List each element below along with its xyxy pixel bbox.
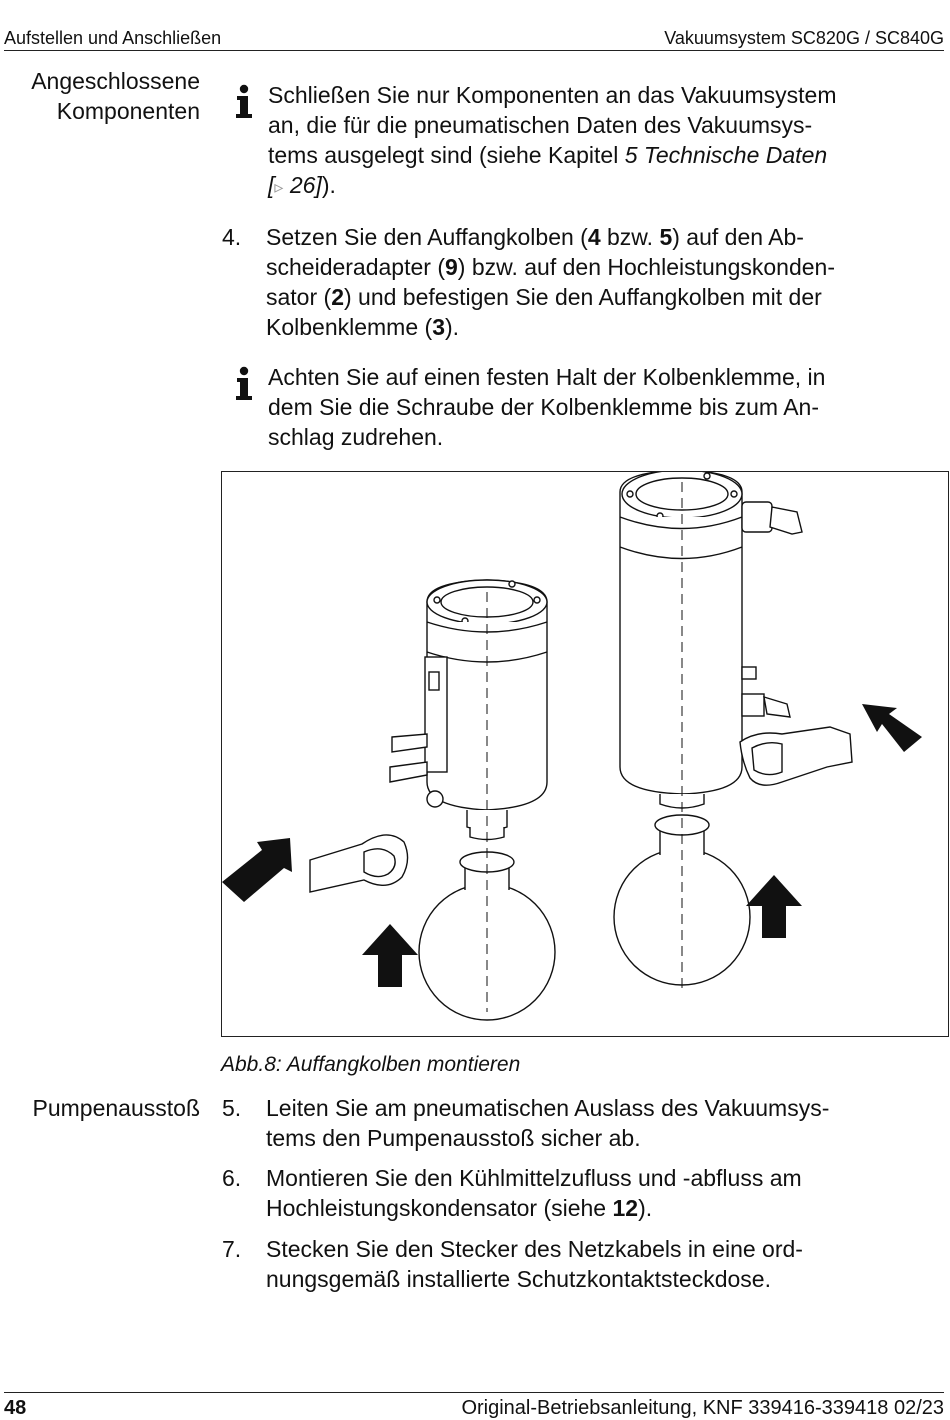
chapter-reference[interactable]: 12 [612, 1195, 639, 1221]
step-6-text: Montieren Sie den Kühlmittelzufluss und -abfluss am Hochleistungskondensator (siehe 12). [266, 1165, 802, 1221]
step-5-text: Leiten Sie am pneumatischen Auslass des Vakuumsys- tems den Pumpenausstoß sicher ab. [266, 1095, 830, 1151]
chapter-reference[interactable]: 5 Technische Daten [624, 142, 828, 168]
note-line: Schließen Sie nur Komponenten an das Vakuumsystem [268, 82, 837, 108]
section-label-components: Angeschlossene Komponenten [31, 68, 200, 124]
note-clamp: Achten Sie auf einen festen Halt der Kolbenklemme, in dem Sie die Schraube der Kolbenklemme bis zum An- schlag zudrehen. [268, 364, 826, 450]
header-chapter: Aufstellen und Anschließen [4, 28, 222, 48]
figure-caption: Abb.8: Auffangkolben montieren [221, 1053, 521, 1076]
section-label-pump-exhaust: Pumpenausstoß [32, 1095, 200, 1121]
page-footer [4, 1392, 944, 1419]
step-7-text: Stecken Sie den Stecker des Netzkabels in eine ord- nungsgemäß installierte Schutzkontaktsteckdose. [266, 1236, 803, 1292]
flask-mounting-illustration [222, 472, 947, 1035]
page-number: 48 [4, 1397, 27, 1419]
page-arrow-icon: ▹ [274, 177, 284, 197]
step-number: 4. [222, 224, 242, 250]
note-connected-components [268, 80, 938, 202]
arrow-icon [222, 838, 292, 902]
arrow-up-icon [362, 924, 418, 987]
arrow-icon [862, 704, 922, 752]
step-number: 6. [222, 1165, 242, 1191]
header-product: Vakuumsystem SC820G / SC840G [664, 28, 944, 48]
page-header [4, 28, 944, 51]
page-reference[interactable]: 26] [283, 172, 322, 198]
step-4-text: Setzen Sie den Auffangkolben (4 bzw. 5) auf den Ab- scheideradapter (9) bzw. auf den Hochleistungskonden- sator (2) und befestigen Sie den Auffangkolben mit der Kolbenklemme (3). [266, 224, 835, 340]
step-number: 7. [222, 1236, 242, 1262]
info-icon [233, 366, 255, 402]
document-id: Original-Betriebsanleitung, KNF 339416-339418 02/23 [461, 1397, 944, 1419]
info-icon [233, 84, 255, 120]
note-line: an, die für die pneumatischen Daten des Vakuumsys- [268, 112, 813, 138]
step-number: 5. [222, 1095, 242, 1121]
arrow-up-icon [746, 875, 802, 938]
figure-flask-mounting [221, 471, 949, 1037]
note-line: [▹ 26]). [268, 172, 336, 198]
note-line: tems ausgelegt sind (siehe Kapitel 5 Technische Daten [268, 142, 828, 168]
